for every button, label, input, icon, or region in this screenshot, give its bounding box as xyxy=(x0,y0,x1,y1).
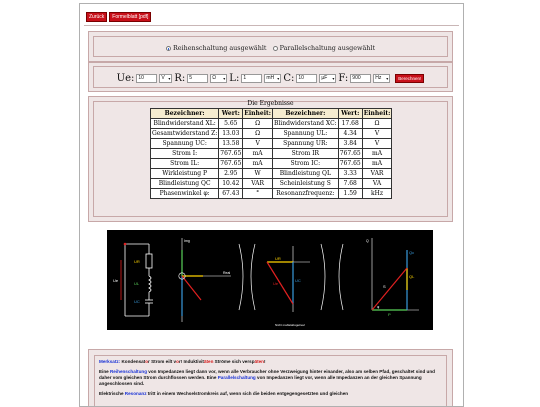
paragraph-resonance xyxy=(99,391,442,397)
info-panel xyxy=(88,349,453,407)
cell-name-1: Strom IL: xyxy=(151,159,219,169)
mode-panel xyxy=(88,31,453,62)
bracket-4 xyxy=(339,244,343,310)
cell-unit-1: VAR xyxy=(243,179,273,189)
p3-c: tritt in einem Wechselstromkreis auf, wenn sich die beiden entgegengesetzten und gleichen xyxy=(146,391,349,396)
p3-resonance-term: Resonanz xyxy=(124,391,147,396)
phi-label: φ xyxy=(377,305,380,309)
bracket-2 xyxy=(251,244,255,310)
img-label-1: Img xyxy=(184,239,190,243)
series-radio[interactable] xyxy=(166,46,171,51)
merksatz-label: Merksatz: xyxy=(99,359,121,364)
p2-c: von Impedanzen liegt dann vor, wenn alle Verbraucher ohne Verzweigung hinter einander, also am selben Pfad, geschaltet sind und daher vom gleichen Strom durchflossen werden. Eine xyxy=(99,369,435,380)
cell-unit-2: VAR xyxy=(362,169,392,179)
merksatz-text-i: ! xyxy=(263,359,266,364)
ue-side xyxy=(267,262,293,304)
info-text xyxy=(94,355,447,407)
c-label: C: xyxy=(283,73,295,84)
parallel-label[interactable]: Parallelschaltung ausgewählt xyxy=(279,44,376,52)
cell-name-1: Blindwiderstand XL: xyxy=(151,119,219,129)
cell-unit-1: W xyxy=(243,169,273,179)
series-label[interactable]: Reihenschaltung ausgewählt xyxy=(172,44,267,52)
header-name-1: Bezeichner: xyxy=(151,109,219,119)
cell-value-2: 3.84 xyxy=(338,139,362,149)
p3-a: Elektrische xyxy=(99,391,125,396)
c-unit-select[interactable]: µF ▾ xyxy=(319,74,336,83)
real-label-1: Real xyxy=(223,271,231,275)
cell-unit-2: Ω xyxy=(362,119,392,129)
back-button[interactable]: Zurück xyxy=(86,12,107,22)
header-value-1: Wert: xyxy=(219,109,243,119)
input-panel xyxy=(88,62,453,92)
table-row xyxy=(151,139,392,149)
ue-label: Ue: xyxy=(116,73,135,84)
table-row xyxy=(151,119,392,129)
r-input[interactable]: 5 xyxy=(187,74,208,83)
cell-value-2: 767.65 xyxy=(339,150,361,157)
cell-unit-1: Ω xyxy=(243,119,273,129)
cell-value-1: 767.65 xyxy=(220,160,242,167)
l-input[interactable]: 1 xyxy=(241,74,262,83)
p2-e: von Impedanzen liegt vor, wenn alle Impedanzen an der gleichen Spannung angeschlossen sind. xyxy=(99,375,422,386)
cell-name-2: Blindleistung QL xyxy=(272,169,338,179)
cell-value-1: 2.95 xyxy=(219,169,243,179)
f-unit-select[interactable]: Hz ▾ xyxy=(373,74,390,83)
results-panel xyxy=(88,96,453,222)
f-label: F: xyxy=(338,73,349,84)
cell-name-1: Blindleistung QC xyxy=(151,179,219,189)
merksatz-text-c: r Strom eilt v xyxy=(148,359,177,364)
cell-value-2: 1.59 xyxy=(338,189,362,199)
results-body xyxy=(151,119,392,199)
r-unit-select[interactable]: Ω ▾ xyxy=(210,74,227,83)
merksatz-aeten2: äten xyxy=(254,359,264,364)
ue-input[interactable]: 10 xyxy=(136,74,157,83)
f-input[interactable]: 900 xyxy=(350,74,371,83)
top-toolbar xyxy=(86,12,151,22)
header-value-2: Wert: xyxy=(338,109,362,119)
cell-unit-1: mA xyxy=(243,159,273,169)
bracket-3 xyxy=(321,244,325,310)
ue-label-2: Ue xyxy=(273,281,279,286)
cell-name-2: Blindwiderstand XC: xyxy=(273,120,337,127)
cell-value-2: 3.33 xyxy=(338,169,362,179)
cell-value-1: 13.03 xyxy=(219,129,243,139)
table-row xyxy=(151,129,392,139)
merksatz-o2: o xyxy=(176,359,179,364)
cell-name-1: Spannung UC: xyxy=(151,139,219,149)
cell-unit-2: VA xyxy=(362,179,392,189)
bracket-1 xyxy=(239,244,243,310)
cell-name-1: Gesamtwiderstand Z: xyxy=(152,130,218,137)
header-name-2: Bezeichner: xyxy=(272,109,338,119)
ql-label: QL xyxy=(409,274,415,279)
uc-label: UC xyxy=(134,299,140,304)
paragraph-series-parallel xyxy=(99,369,442,387)
table-row xyxy=(151,179,392,189)
cell-unit-1: V xyxy=(243,139,273,149)
header-unit-2: Einheit: xyxy=(363,110,391,117)
ue-label: Ue xyxy=(113,278,119,283)
merksatz-text-g: Ströme sich versp xyxy=(213,359,255,364)
cell-unit-2: V xyxy=(362,139,392,149)
circuit-schematic xyxy=(125,244,153,316)
cell-unit-2: mA xyxy=(362,149,392,159)
cell-unit-1: ° xyxy=(243,189,273,199)
s-label: S xyxy=(383,284,386,289)
table-row xyxy=(151,169,392,179)
results-header-row xyxy=(151,109,392,119)
uc-label-2: UC xyxy=(295,278,301,283)
table-row xyxy=(151,149,392,159)
cell-name-1: Strom I: xyxy=(151,149,219,159)
cell-value-2: 7.68 xyxy=(338,179,362,189)
ue-phasor xyxy=(182,276,201,300)
page-container xyxy=(79,3,464,407)
mode-radio-row xyxy=(89,44,452,52)
phasor-diagram-svg xyxy=(107,230,433,330)
cell-unit-2: V xyxy=(362,129,392,139)
cell-name-2: Spannung UL: xyxy=(272,129,338,139)
input-row xyxy=(89,73,452,84)
merksatz-aeten1: äten xyxy=(203,359,214,364)
s-side xyxy=(372,268,407,310)
ul-label: UL xyxy=(134,281,140,286)
resistor-symbol xyxy=(146,254,152,268)
l-unit-select[interactable]: mH ▾ xyxy=(264,74,281,83)
cell-value-1: 767.65 xyxy=(220,150,242,157)
ur-label: UR xyxy=(134,259,140,264)
l-label: L: xyxy=(229,73,240,84)
cell-value-2: 767.65 xyxy=(339,160,361,167)
inductor-symbol xyxy=(149,276,151,292)
formula-sheet-button[interactable]: Formelblatt [pdf] xyxy=(109,12,151,22)
cell-unit-1: Ω xyxy=(243,129,273,139)
qc-label: Qc xyxy=(409,250,415,255)
ur-label-2: UR xyxy=(275,256,281,261)
r-label: R: xyxy=(174,73,186,84)
ue-unit-select[interactable]: V ▾ xyxy=(159,74,172,83)
parallel-radio[interactable] xyxy=(273,46,278,51)
merksatz xyxy=(99,359,442,365)
results-table xyxy=(150,108,392,199)
cell-value-2: 17.68 xyxy=(338,119,362,129)
cell-unit-1: mA xyxy=(243,149,273,159)
calculate-button[interactable]: Berechnen! xyxy=(395,74,424,83)
cell-name-2: Strom IC: xyxy=(272,159,338,169)
p2-series-term: Reihenschaltung xyxy=(109,369,147,374)
merksatz-text-a: Kondensat xyxy=(120,359,146,364)
c-input[interactable]: 10 xyxy=(296,74,317,83)
cell-value-2: 4.34 xyxy=(338,129,362,139)
cell-name-2: Scheinleistung S xyxy=(272,179,338,189)
cell-unit-2: mA xyxy=(362,159,392,169)
q-label: Q xyxy=(366,239,369,243)
diagram-footer: Nicht maßstabsgetreu! xyxy=(275,323,306,327)
p2-a: Eine xyxy=(99,369,110,374)
merksatz-o1: o xyxy=(145,359,149,364)
cell-name-2: Spannung UR: xyxy=(272,139,338,149)
phasor-diagram xyxy=(107,230,433,330)
divider xyxy=(84,25,459,26)
cell-value-1: 10.42 xyxy=(219,179,243,189)
terminal-top xyxy=(124,243,127,246)
p2-parallel-term: Parallelschaltung xyxy=(217,375,256,380)
cell-name-2: Strom IR xyxy=(272,149,338,159)
merksatz-text-e: r! Induktivit xyxy=(178,359,204,364)
table-row xyxy=(151,189,392,199)
cell-value-1: 5.65 xyxy=(219,119,243,129)
table-row xyxy=(151,159,392,169)
p-label: P xyxy=(388,312,391,317)
header-unit-1: Einheit: xyxy=(244,110,271,117)
cell-name-2: Resonanzfrequenz: xyxy=(272,189,338,199)
cell-unit-2: kHz xyxy=(362,189,392,199)
results-title: Die Ergebnisse xyxy=(247,100,294,107)
cell-name-1: Wirkleistung P xyxy=(151,169,219,179)
cell-value-1: 13.58 xyxy=(219,139,243,149)
cell-name-1: Phasenwinkel φ: xyxy=(151,189,219,199)
cell-value-1: 67.43 xyxy=(219,189,243,199)
